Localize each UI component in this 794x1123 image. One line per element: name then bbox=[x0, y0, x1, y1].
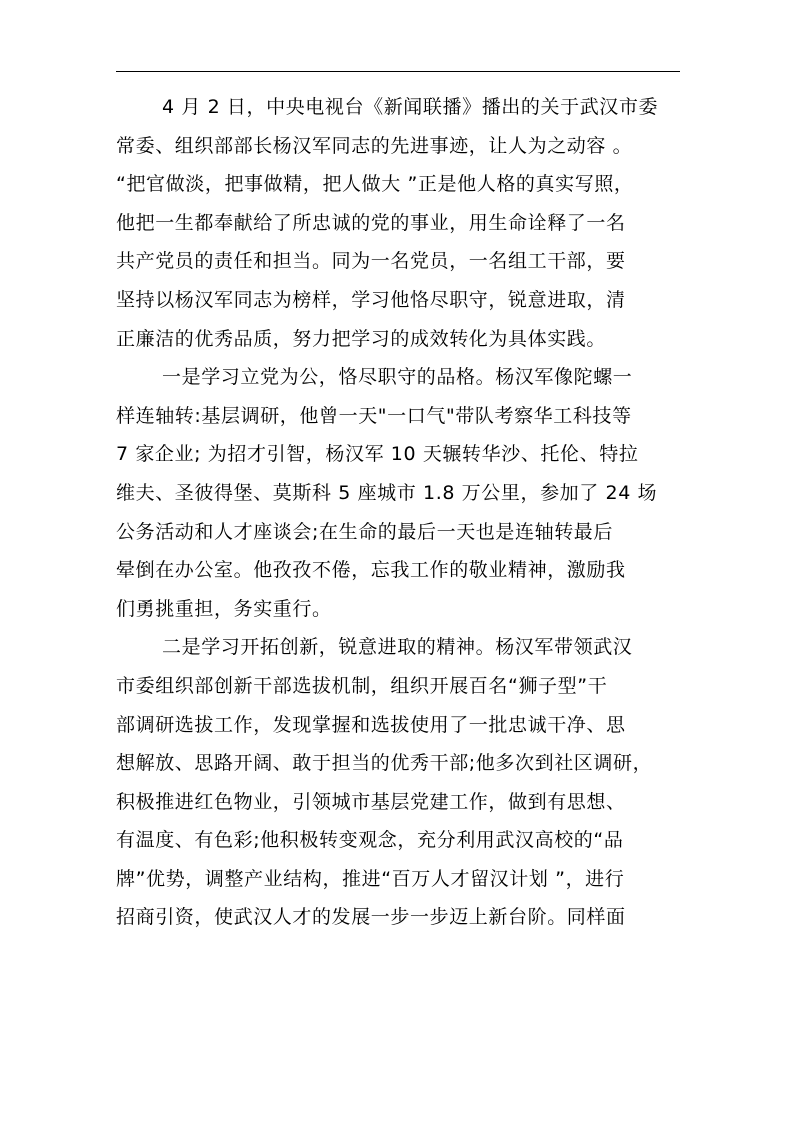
paragraph-line: 正廉洁的优秀品质，努力把学习的成效转化为具体实践。 bbox=[116, 327, 607, 350]
paragraph-line: 们勇挑重担，务实重行。 bbox=[116, 597, 332, 620]
paragraph-line: 维夫、圣彼得堡、莫斯科 5 座城市 1.8 万公里，参加了 24 场 bbox=[116, 481, 658, 504]
paragraph-line: 常委、组织部部长杨汉军同志的先进事迹，让人为之动容 。 bbox=[116, 134, 633, 157]
paragraph-line: 二是学习开拓创新，锐意进取的精神。杨汉军带领武汉 bbox=[162, 636, 633, 659]
document-body bbox=[116, 88, 686, 937]
paragraph-line: 市委组织部创新干部选拔机制，组织开展百名“狮子型”干 bbox=[116, 674, 608, 697]
paragraph-line: 想解放、思路开阔、敢于担当的优秀干部;他多次到社区调研， bbox=[116, 752, 653, 775]
paragraph-line: 坚持以杨汉军同志为榜样，学习他恪尽职守，锐意进取，清 bbox=[116, 288, 626, 311]
paragraph-line: “把官做淡，把事做精，把人做大 ”正是他人格的真实写照， bbox=[116, 173, 634, 196]
paragraph-line: 7 家企业; 为招才引智，杨汉军 10 天辗转华沙、托伦、特拉 bbox=[116, 443, 639, 466]
paragraph-line: 样连轴转:基层调研，他曾一天"一口气"带队考察华工科技等 bbox=[116, 404, 632, 427]
paragraph-line: 有温度、有色彩;他积极转变观念，充分利用武汉高校的“品 bbox=[116, 829, 624, 852]
paragraph-line: 他把一生都奉献给了所忠诚的党的事业，用生命诠释了一名 bbox=[116, 211, 626, 234]
paragraph-line: 公务活动和人才座谈会;在生命的最后一天也是连轴转最后 bbox=[116, 520, 614, 543]
paragraph-line: 晕倒在办公室。他孜孜不倦，忘我工作的敬业精神，激励我 bbox=[116, 559, 626, 582]
header-rule bbox=[116, 71, 680, 72]
paragraph-line: 牌”优势，调整产业结构，推进“百万人才留汉计划 ”，进行 bbox=[116, 867, 625, 890]
paragraph-line: 4 月 2 日，中央电视台《新闻联播》播出的关于武汉市委 bbox=[162, 96, 659, 118]
paragraph-line: 共产党员的责任和担当。同为一名党员，一名组工干部，要 bbox=[116, 250, 626, 273]
paragraph-line: 一是学习立党为公，恪尽职守的品格。杨汉军像陀螺一 bbox=[162, 366, 633, 389]
paragraph-line: 招商引资，使武汉人才的发展一步一步迈上新台阶。同样面 bbox=[116, 906, 626, 929]
paragraph-line: 部调研选拔工作，发现掌握和选拔使用了一批忠诚干净、思 bbox=[116, 713, 626, 736]
paragraph-line: 积极推进红色物业，引领城市基层党建工作，做到有思想、 bbox=[116, 790, 626, 813]
